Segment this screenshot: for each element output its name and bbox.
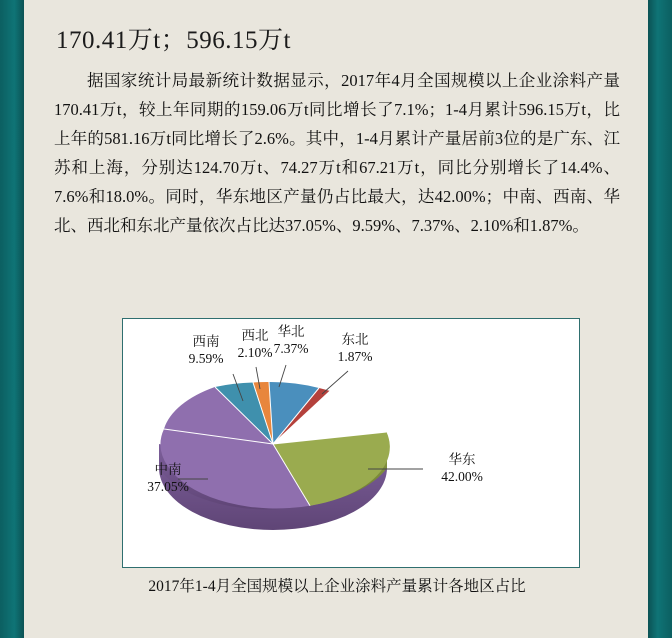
pie-label-zhongnan-name: 中南 [154,462,182,477]
pie-label-huabei-value: 7.37% [273,341,309,356]
pie-chart [123,319,579,567]
article-page [24,0,648,638]
pie-chart-container [122,318,580,568]
pie-label-huadong [425,451,499,485]
pie-label-huadong-value: 42.00% [441,469,483,484]
page-title: 170.41万t；596.15万t [56,27,291,54]
pie-label-xibei-name: 西北 [241,328,269,343]
pie-label-huabei [263,323,319,357]
right-decorative-border [648,0,672,638]
pie-label-huadong-name: 华东 [448,452,476,467]
left-decorative-border [0,0,24,638]
pie-label-zhongnan [131,461,205,495]
pie-label-xinan-name: 西南 [192,334,220,349]
article-body: 据国家统计局最新统计数据显示，2017年4月全国规模以上企业涂料产量170.41万t，较上年同期的159.06万t同比增长了7.1%；1-4月累计596.15万t，比上年的581.16万t同比增长了2.6%。其中，1-4月累计产量居前3位的是广东、江苏和上海，分别达124.70万t、74.27万t和67.21万t，同比分别增长了14.4%、7.6%和18.0%。同时，华东地区产量仍占比最大，达42.00%；中南、西南、华北、西北和东北产量依次占比达37.05%、9.59%、7.37%、2.10%和1.87%。 [54,71,620,235]
pie-label-xinan-value: 9.59% [188,351,224,366]
pie-label-xibei-value: 2.10% [237,345,273,360]
pie-label-dongbei [325,331,385,365]
chart-caption: 2017年1-4月全国规模以上企业涂料产量累计各地区占比 [148,578,526,595]
pie-label-huabei-name: 华北 [277,324,305,339]
pie-label-zhongnan-value: 37.05% [147,479,189,494]
slice-huabei [269,382,319,444]
pie-label-dongbei-name: 东北 [341,332,369,347]
pie-label-dongbei-value: 1.87% [337,349,373,364]
